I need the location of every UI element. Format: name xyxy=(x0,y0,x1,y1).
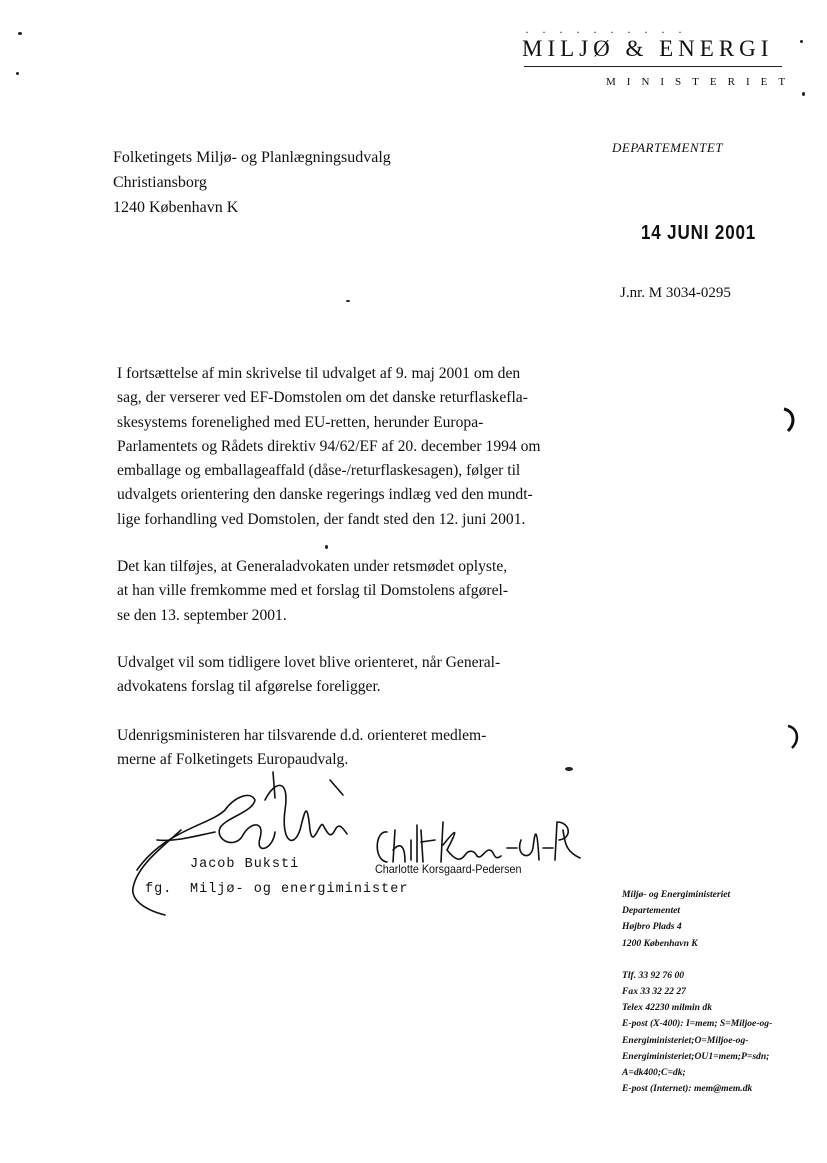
signature-stroke xyxy=(555,822,580,860)
signature-stroke xyxy=(273,772,275,798)
footer-line: Departementet xyxy=(622,905,681,917)
scan-speck xyxy=(800,40,803,43)
scan-speck xyxy=(325,545,328,549)
footer-line: A=dk400;C=dk; xyxy=(622,1067,686,1079)
letterhead-ministry: MINISTERIET xyxy=(606,76,797,88)
body-line: udvalgets orientering den danske regerings indlæg ved den mundt- xyxy=(117,486,533,504)
recipient-address xyxy=(113,145,391,220)
body-line: Parlamentets og Rådets direktiv 94/62/EF af 20. december 1994 om xyxy=(117,437,541,455)
signature-stroke xyxy=(330,780,343,795)
department-label: DEPARTEMENTET xyxy=(612,140,723,155)
footer-contact xyxy=(622,887,772,1097)
body-line: skesystems forenelighed med EU-retten, herunder Europa- xyxy=(117,413,484,431)
handwritten-signatures xyxy=(125,770,585,920)
signature-stroke xyxy=(377,825,435,862)
footer-line: 1200 København K xyxy=(622,937,698,949)
letterhead-name: MILJØ & ENERGI xyxy=(522,36,774,61)
signature-stroke xyxy=(133,830,181,915)
body-line: merne af Folketingets Europaudvalg. xyxy=(117,751,349,769)
signature-stroke xyxy=(507,834,553,860)
date-stamp: 14 JUNI 2001 xyxy=(641,222,757,244)
footer-line: Energiministeriet;O=Miljoe-og- xyxy=(622,1034,749,1046)
recipient-line: Folketingets Miljø- og Planlægningsudvalg xyxy=(113,149,391,166)
footer-line: Miljø- og Energiministeriet xyxy=(622,889,731,900)
letterhead-dots: · · · · · · · · · · xyxy=(525,25,687,39)
journal-number: J.nr. M 3034-0295 xyxy=(620,285,731,301)
punch-hole-mark xyxy=(784,722,804,752)
recipient-line: Christiansborg xyxy=(113,174,207,191)
body-paragraph-3 xyxy=(117,651,500,700)
recipient-line: 1240 København K xyxy=(113,199,239,216)
footer-line: Højbro Plads 4 xyxy=(622,921,682,933)
body-paragraph-1 xyxy=(117,362,541,532)
scan-speck xyxy=(18,32,22,35)
signer-1-prefix: fg. xyxy=(145,882,173,897)
scan-speck xyxy=(802,92,805,96)
signature-stroke xyxy=(441,822,501,862)
signer-2-name: Charlotte Korsgaard-Pedersen xyxy=(375,862,522,876)
letterhead-rule xyxy=(524,66,782,67)
signature-stroke xyxy=(265,785,347,840)
body-paragraph-2 xyxy=(117,555,508,628)
body-line: se den 13. september 2001. xyxy=(117,606,287,624)
scan-speck xyxy=(16,72,19,75)
signature-stroke xyxy=(157,832,215,840)
body-line: sag, der verserer ved EF-Domstolen om det danske returflaskefla- xyxy=(117,389,528,407)
body-paragraph-4 xyxy=(117,724,486,773)
footer-line: Telex 42230 milmin dk xyxy=(622,1002,712,1014)
signer-1-title: Miljø- og energiminister xyxy=(190,882,409,897)
body-line: at han ville fremkomme med et forslag til Domstolens afgørel- xyxy=(117,582,509,600)
footer-line: Tlf. 33 92 76 00 xyxy=(622,969,685,981)
footer-line: Fax 33 32 22 27 xyxy=(622,986,686,998)
body-line: Udvalget vil som tidligere lovet blive orienteret, når General- xyxy=(117,654,501,671)
footer-line: E-post (Internet): mem@mem.dk xyxy=(622,1083,753,1095)
footer-line: E-post (X-400): I=mem; S=Miljoe-og- xyxy=(622,1018,773,1030)
body-line: emballage og emballageaffald (dåse-/returflaskesagen), følger til xyxy=(117,462,521,480)
body-line: I fortsættelse af min skrivelse til udvalget af 9. maj 2001 om den xyxy=(117,365,521,382)
footer-gap xyxy=(622,952,772,968)
footer-line: Energiministeriet;OU1=mem;P=sdn; xyxy=(622,1050,770,1062)
scan-speck xyxy=(346,300,350,302)
body-line: advokatens forslag til afgørelse foreligger. xyxy=(117,678,381,696)
body-line: Det kan tilføjes, at Generaladvokaten under retsmødet oplyste, xyxy=(117,558,508,575)
body-line: lige forhandling ved Domstolen, der fandt sted den 12. juni 2001. xyxy=(117,510,526,528)
body-line: Udenrigsministeren har tilsvarende d.d. orienteret medlem- xyxy=(117,727,487,744)
punch-hole-mark xyxy=(780,405,800,435)
scan-speck xyxy=(565,767,573,771)
signer-1-name: Jacob Buksti xyxy=(190,857,300,872)
